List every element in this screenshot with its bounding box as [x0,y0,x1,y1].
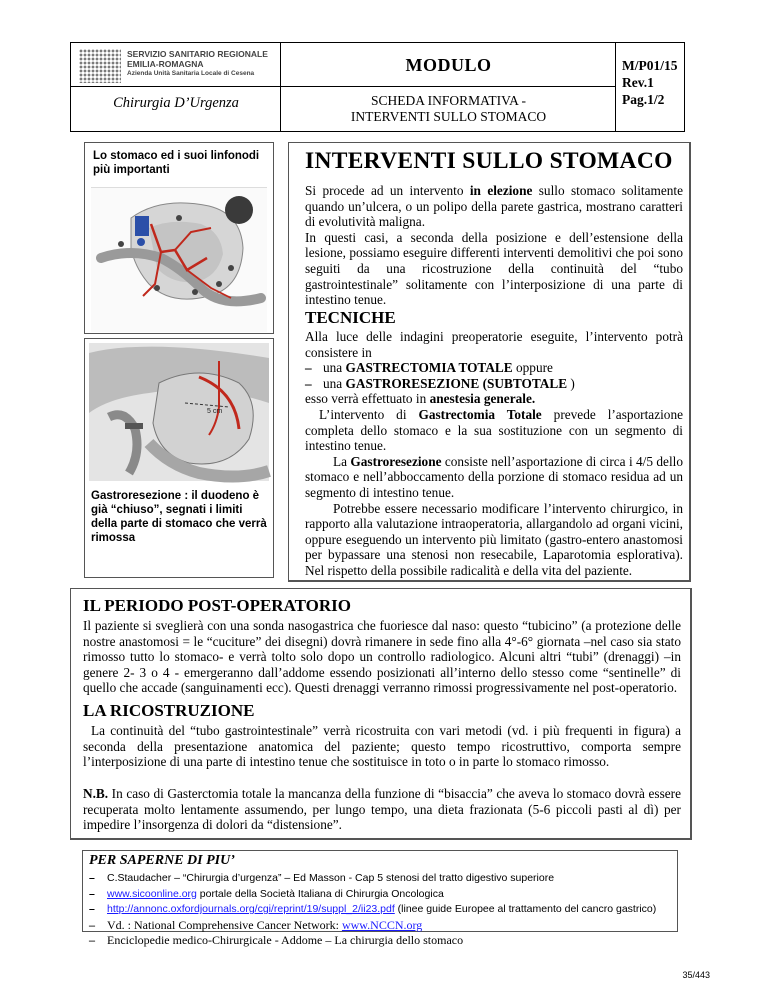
para-text: consiste nell’asportazione di circa i 4/5 dello stomaco e nell’abboccamento della porzione di stomaco residua ad un segmento di intestino tenue. [305,453,683,500]
references-box [82,850,678,947]
nb-text: In caso di Gasterctomia totale la mancanza della funzione di “bisaccia” che aveva lo stomaco dovrà essere recuperata molto lentamente assumendo, per lungo tempo, una dieta frazionata (5-6 piccoli pasti al dì) per impedire l’insorgenza di dolori da “distensione”. [83,786,681,833]
modification-para: Potrebbe essere necessario modificare l’intervento chirurgico, in rapporto alla valutazione intraoperatoria, allargandolo ad organi vicini, oppure eseguendo un intervento più limitato (gastro-entero anastomosi per bypassare una stenosi non resecabile, Laparotomia esplorativa). Nel rispetto della possibile radicalità e della vita del paziente. [305,500,683,578]
list-item: – una GASTRECTOMIA TOTALE oppure [305,360,553,376]
para-text: L’intervento di [319,406,419,422]
intro-text-2: sullo stomaco solitamente quando un’ulcera, o un polipo della parete gastrica, mostrano caratteri di evolutività maligna. [305,183,683,230]
references-heading: PER SAPERNE DI PIU’ [89,853,235,868]
document-header [70,42,685,132]
reference-text: (linee guide Europee al trattamento del cancro gastrico) [394,903,657,915]
code-page: Pag.1/2 [622,92,665,107]
annonc-link[interactable]: http://annonc.oxfordjournals.org/cgi/reprint/19/suppl_2/ii23.pdf [107,903,395,915]
nccn-link[interactable]: www.NCCN.org [341,917,423,932]
heading-post-operatorio: IL PERIODO POST-OPERATORIO [83,596,351,615]
anesthesia-line [305,391,683,407]
header-left-cell [71,43,281,131]
figure-caption: Gastroresezione : il duodeno è già “chiuso”, segnati i limiti della parte di stomaco che verrà rimossa [91,490,267,544]
module-subtitle [281,93,616,125]
module-subtitle-line-1: SCHEDA INFORMATIVA - [370,93,527,108]
reference-item: – Enciclopedie medico-Chirurgicale - Addome – La chirurgia dello stomaco [89,933,464,947]
logo-text [127,49,268,79]
sicoonline-link[interactable]: www.sicoonline.org [107,887,197,900]
main-content-box [288,142,691,582]
intro-paragraph [305,183,683,308]
logo-area [71,43,281,87]
gastroresection-para [305,454,683,501]
total-gastrectomy-para [305,407,683,454]
logo-line-3: Azienda Unità Sanitaria Locale di Cesena [127,70,255,77]
reference-text: Enciclopedie medico-Chirurgicale - Addome – La chirurgia dello stomaco [107,933,464,947]
reconstruction-paragraph: La continuità del “tubo gastrointestinale” verrà ricostruita con vari metodi (vd. i più frequenti in figura) a seconda della presentazione anatomica del paziente; questo tempo ricostruttivo, comporta sempre l’interposizione di una parte di intestino tenue che sostituisce in toto o in parte lo stomaco rimosso. [83,723,681,770]
section-title: INTERVENTI SULLO STOMACO [305,148,673,174]
header-center-cell [281,43,616,131]
measure-label: 5 cm [207,408,223,415]
logo-line-1: SERVIZIO SANITARIO REGIONALE [127,49,268,59]
postoperative-box [70,588,692,840]
heading-tecniche: TECNICHE [305,308,396,327]
references-list [89,871,675,949]
code-revision: Rev.1 [622,75,654,90]
logo-dots-icon [79,49,121,83]
intro-text-bold: in elezione [469,183,533,198]
module-title: MODULO [405,55,492,75]
list-item-text: una [323,375,346,391]
heading-ricostruzione: LA RICOSTRUZIONE [83,701,255,720]
intro-text-3: In questi casi, a seconda della posizione e dell’estensione della lesione, possiamo eseguire differenti interventi demolitivi che poi sono seguiti da una ricostruzione della continuità del “tubo gastrointestinale” solitamente con l’interposizione di una parte di intestino tenue. [305,229,683,308]
list-item-bold: GASTRECTOMIA TOTALE [345,360,513,376]
figure-box-stomach-lymph [84,142,274,334]
list-item: – una GASTRORESEZIONE (SUBTOTALE ) [305,375,575,391]
reference-text: C.Staudacher – “Chirurgia d’urgenza” – Ed Masson - Cap 5 stenosi del tratto digestivo superiore [107,872,555,884]
list-item-text: ) [567,375,575,391]
para-bold: Gastroresezione [350,453,442,469]
postoperative-paragraph: Il paziente si sveglierà con una sonda nasogastrica che fuoriesce dal naso: questo “tubicino” (a protezione delle nostre anastomosi = le “cuciture” dei disegni) dovrà rimanere in sede fino alla 4°-6° giornata –nel caso sia stato rimosso tutto lo stomaco- e verrà tolto solo dopo un controllo radiologico. Alcuni altri “tubi” (drenaggi) –in genere 2- 3 o 4 - emergeranno dall’addome essendo posizionati all’interno dello stesso come “sentinelle” di quello che accade (sanguinamenti ecc). Questi drenaggi verranno rimossi progressivamente nel post-operatorio. [83,618,681,696]
reference-text: Vd. : National Comprehensive Cancer Network: [107,917,342,932]
reference-item: – C.Staudacher – “Chirurgia d’urgenza” – Ed Masson - Cap 5 stenosi del tratto digestivo superiore [89,872,555,884]
nb-paragraph [83,786,681,833]
module-title-cell [281,43,616,87]
reference-item: – Vd. : National Comprehensive Cancer Network: www.NCCN.org [89,917,423,932]
gastroresection-illustration [89,343,269,481]
reference-item: – http://annonc.oxfordjournals.org/cgi/reprint/19/suppl_2/ii23.pdf (linee guide Europee al trattamento del cancro gastrico) [89,903,657,915]
list-item-text: una [323,360,346,376]
figure-box-gastroresection [84,338,274,578]
intro-text-1: Si procede ad un intervento [305,183,470,198]
anesthesia-bold: anestesia generale. [429,391,536,407]
reference-item: – www.sicoonline.org portale della Società Italiana di Chirurgia Oncologica [89,887,444,900]
document-code [622,57,678,108]
tech-intro: Alla luce delle indagini preoperatorie eseguite, l’intervento potrà consistere in [305,329,683,360]
list-item-bold: GASTRORESEZIONE (SUBTOTALE [345,375,568,391]
department-name: Chirurgia D’Urgenza [113,95,239,111]
header-right-cell [616,43,684,131]
module-subtitle-line-2: INTERVENTI SULLO STOMACO [350,109,547,124]
page-number: 35/443 [682,970,710,980]
stomach-lymph-illustration [91,187,267,331]
para-text: La [333,453,351,469]
para-text: prevede l’asportazione completa dello stomaco e la sua sostituzione con un segmento di intestino tenue. [305,406,684,454]
para-bold: Gastrectomia Totale [418,406,542,422]
reference-text: portale della Società Italiana di Chirurgia Oncologica [196,887,444,900]
nb-label: N.B. [83,786,109,801]
techniques-paragraph [305,329,683,579]
figure-caption: Lo stomaco ed i suoi linfonodi più importanti [93,150,260,176]
logo-line-2: EMILIA-ROMAGNA [127,59,204,69]
code-id: M/P01/15 [622,58,678,73]
list-item-text: oppure [512,360,553,376]
anesthesia-text: esso verrà effettuato in [305,391,430,407]
